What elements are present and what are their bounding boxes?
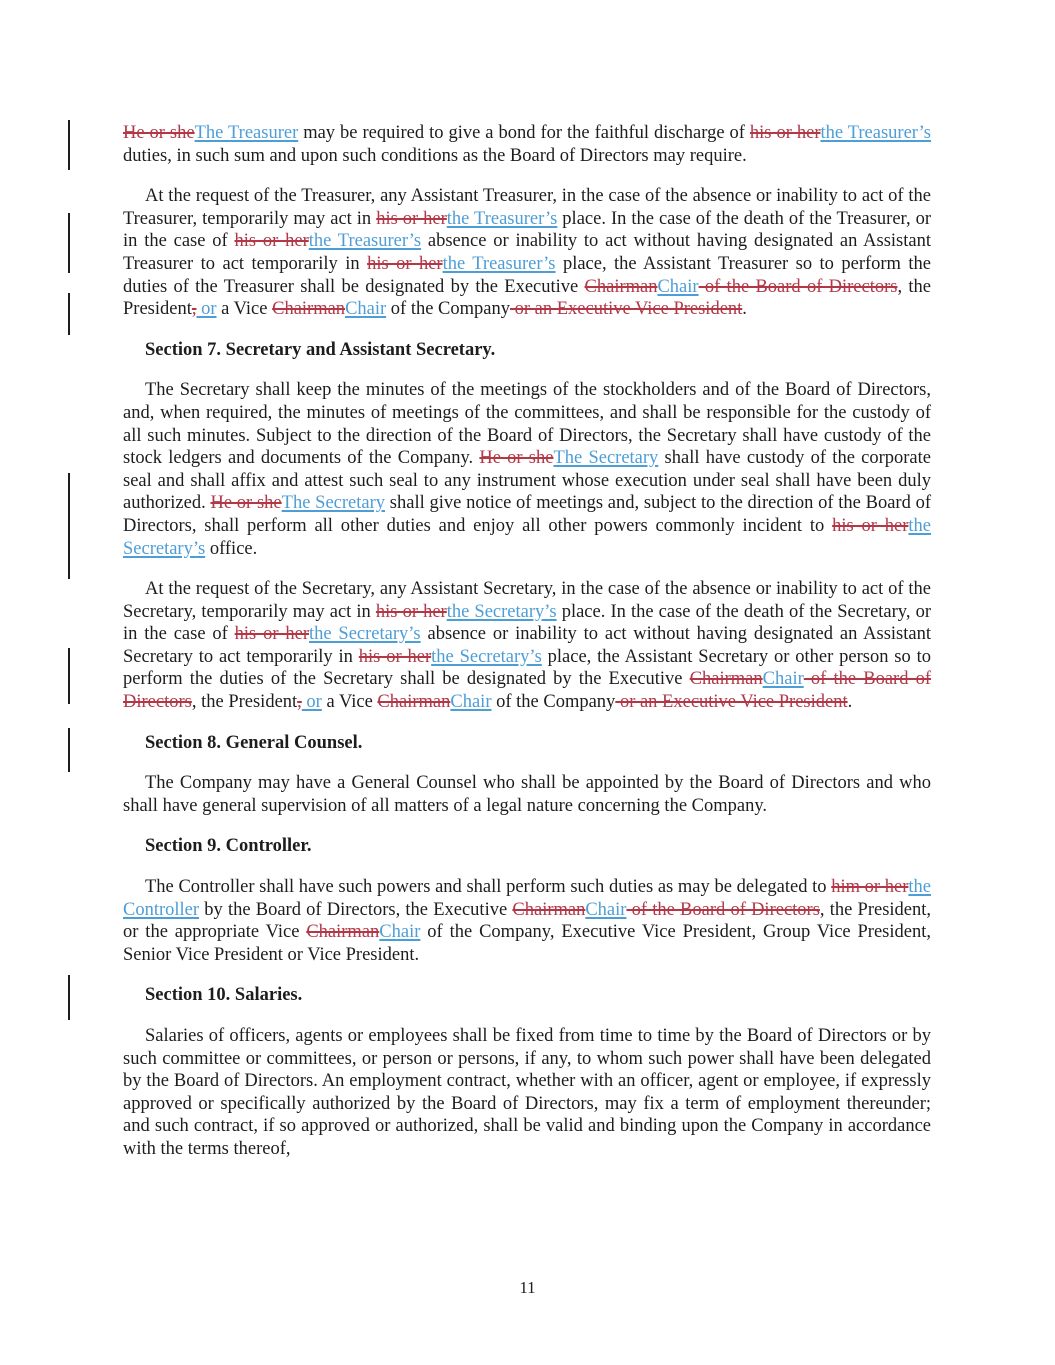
inserted-text: Chair <box>345 299 387 320</box>
deleted-text: of the Board of Directors <box>698 276 898 297</box>
section-7-heading: Section 7. Secretary and Assistant Secretary. <box>145 339 496 360</box>
deleted-text: Chairman <box>512 899 586 920</box>
inserted-text: Chair <box>762 669 804 690</box>
section-9-heading: Section 9. Controller. <box>145 836 312 857</box>
inserted-text: Chair <box>585 899 627 920</box>
body-text: of the Company <box>491 692 616 713</box>
body-text: The Controller shall have such powers and shall perform such duties as may be delegated to <box>145 877 832 898</box>
deleted-text: of the Board of Directors <box>123 669 932 713</box>
revision-change-bar <box>68 473 70 579</box>
body-text: At the request of the Secretary, any Assistant Secretary, in the case of the absence or inability to act of the Secretary, temporarily may act in <box>123 579 931 622</box>
revision-change-bar <box>68 975 70 1020</box>
body-text: duties, in such sum and upon such conditions as the Board of Directors may require. <box>123 145 747 166</box>
revision-change-bar <box>68 213 70 273</box>
body-text: , the President <box>123 276 931 320</box>
body-text: shall give notice of meetings and, subject to the direction of the Board of Directors, shall perform all other duties and enjoy all other powers commonly incident to <box>123 493 931 536</box>
deleted-text: Chairman <box>689 669 763 690</box>
deleted-text: his or her <box>375 601 447 622</box>
body-text: by the Board of Directors, the Executive <box>199 899 513 920</box>
paragraph-assistant-secretary <box>123 578 931 714</box>
deleted-text: or an Executive Vice President <box>510 299 743 320</box>
deleted-text: of the Board of Directors <box>626 899 820 920</box>
body-text: of the Company, Executive Vice President, Group Vice President, Senior Vice President or Vice President. <box>123 922 931 965</box>
revision-change-bar <box>68 293 70 335</box>
deleted-text: him or her <box>831 877 909 898</box>
body-text: . <box>847 692 853 713</box>
deleted-text: Chairman <box>584 276 658 297</box>
inserted-text: the Controller <box>123 877 931 920</box>
deleted-text: his or her <box>832 515 909 536</box>
inserted-text: the Treasurer’s <box>820 123 931 143</box>
inserted-text: The Treasurer <box>194 123 299 143</box>
inserted-text: the Secretary’s <box>431 646 542 667</box>
inserted-text: the Secretary’s <box>123 515 931 559</box>
section-10-heading: Section 10. Salaries. <box>145 985 303 1006</box>
inserted-text: or <box>301 692 322 713</box>
body-text: , the President, or the appropriate Vice <box>123 899 932 943</box>
revision-change-bar <box>68 648 70 704</box>
body-text: of the Company <box>386 299 510 320</box>
body-text: The Company may have a General Counsel who shall be appointed by the Board of Directors and who shall have general supervision of all matters of a legal nature concerning the Company. <box>123 773 931 816</box>
inserted-text: Chair <box>379 922 421 943</box>
body-text: The Secretary shall keep the minutes of the meetings of the stockholders and of the Board of Directors, and, when required, the minutes of meetings of the committees, and shall be responsible for the custody of all such minutes. Subject to the direction of the Board of Directors, the Secretary shall have custody of the stock ledgers and documents of the Company. <box>123 380 931 469</box>
paragraph-controller <box>123 876 931 966</box>
inserted-text: the Treasurer’s <box>442 253 556 274</box>
body-text: place, the Assistant Secretary or other person so to perform the duties of the Secretary shall be designated by the Executive <box>123 646 931 690</box>
paragraph-assistant-treasurer <box>123 185 931 321</box>
deleted-text: He or she <box>123 123 195 143</box>
deleted-text: his or her <box>749 123 821 143</box>
section-8-heading: Section 8. General Counsel. <box>145 732 363 753</box>
paragraph-general-counsel <box>123 772 931 817</box>
revision-change-bar <box>68 120 70 170</box>
inserted-text: the Treasurer’s <box>446 208 558 229</box>
inserted-text: The Secretary <box>281 493 386 514</box>
inserted-text: the Treasurer’s <box>308 231 422 252</box>
body-text: At the request of the Treasurer, any Assistant Treasurer, in the case of the absence or inability to act of the Treasurer, temporarily may act in <box>123 186 931 229</box>
inserted-text: the Secretary’s <box>308 624 421 645</box>
paragraph-secretary-duties <box>123 379 931 560</box>
deleted-text: He or she <box>210 493 282 514</box>
body-text: shall have custody of the corporate seal and shall affix and attest such seal to any instrument whose execution under seal shall have been duly authorized. <box>123 448 931 514</box>
body-text: may be required to give a bond for the faithful discharge of <box>298 123 750 143</box>
deleted-text: , <box>191 299 197 320</box>
body-text: Salaries of officers, agents or employees shall be fixed from time to time by the Board of Directors or by such committee or committees, or person or persons, if any, to whom such power shall have been delegated by the Board of Directors. An employment contract, whether with an officer, agent or employee, if expressly approved or specifically authorized by the Board of Directors, may fix a term of employment thereunder; and such contract, if so approved or authorized, shall be valid and binding upon the Company in accordance with the terms thereof, <box>123 1026 931 1159</box>
deleted-text: or an Executive Vice President <box>615 692 848 713</box>
deleted-text: He or she <box>479 448 554 469</box>
deleted-text: , <box>297 692 302 713</box>
body-text: , the President <box>191 692 298 713</box>
inserted-text: the Secretary’s <box>446 601 557 622</box>
document-body <box>123 122 931 1179</box>
body-text: place. In the case of the death of the Treasurer, or in the case of <box>123 208 931 252</box>
revision-change-bar <box>68 728 70 772</box>
body-text: a Vice <box>216 299 273 320</box>
deleted-text: his or her <box>234 231 309 252</box>
body-text: absence or inability to act without having designated an Assistant Treasurer to act temporarily in <box>123 231 932 274</box>
inserted-text: The Secretary <box>553 448 659 469</box>
inserted-text: Chair <box>657 276 699 297</box>
deleted-text: Chairman <box>377 692 451 713</box>
body-text: office. <box>205 538 258 559</box>
inserted-text: Chair <box>450 692 492 713</box>
inserted-text: or <box>196 299 217 320</box>
body-text: absence or inability to act without having designated an Assistant Secretary to act temporarily in <box>123 624 931 667</box>
deleted-text: his or her <box>376 208 447 229</box>
paragraph-treasurer-bond <box>123 122 931 167</box>
deleted-text: his or her <box>358 646 432 667</box>
body-text: a Vice <box>321 692 378 713</box>
paragraph-salaries <box>123 1025 931 1161</box>
body-text: . <box>742 299 747 320</box>
deleted-text: his or her <box>367 253 443 274</box>
page-number: 11 <box>519 1278 536 1297</box>
deleted-text: Chairman <box>306 922 380 943</box>
deleted-text: his or her <box>234 624 309 645</box>
deleted-text: Chairman <box>272 299 346 320</box>
body-text: place, the Assistant Treasurer so to perform the duties of the Treasurer shall be designated by the Executive <box>123 253 931 297</box>
body-text: place. In the case of the death of the Secretary, or in the case of <box>123 601 931 645</box>
